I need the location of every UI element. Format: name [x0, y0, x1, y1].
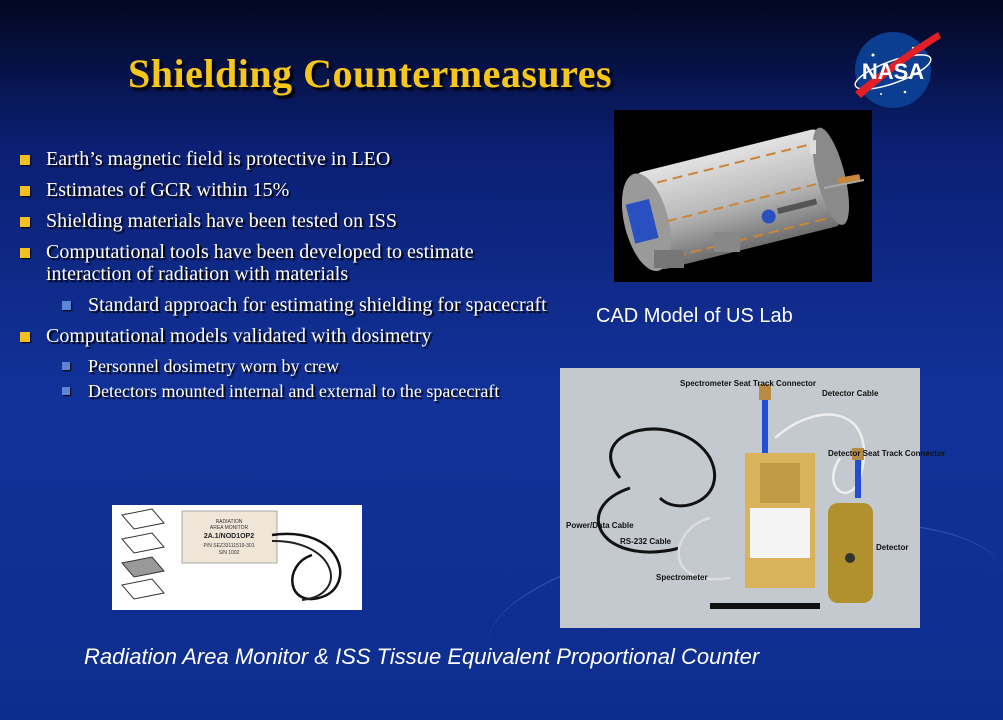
bottom-caption: Radiation Area Monitor & ISS Tissue Equivalent Proportional Counter — [84, 644, 760, 669]
svg-text:RADIATION: RADIATION — [215, 519, 243, 525]
label-detector-connector: Detector Seat Track Connector — [828, 449, 945, 458]
svg-text:NASA: NASA — [861, 59, 925, 84]
sub-bullet-item: Detectors mounted internal and external to the spacecraft — [18, 381, 558, 401]
cad-model-image — [614, 110, 872, 282]
label-detector-cable: Detector Cable — [822, 389, 879, 398]
bullet-item: Computational models validated with dosimetry — [18, 325, 558, 347]
label-spectrometer-connector: Spectrometer Seat Track Connector — [680, 379, 817, 388]
bullet-item: Shielding materials have been tested on ISS — [18, 210, 558, 232]
radiation-area-monitor-photo — [112, 505, 362, 610]
svg-text:2A.1/NOD1OP2: 2A.1/NOD1OP2 — [203, 533, 255, 540]
tepc-photo — [560, 368, 945, 628]
slide-title: Shielding Countermeasures — [128, 51, 613, 96]
svg-text:AREA MONITOR: AREA MONITOR — [209, 525, 249, 531]
svg-text:S/N 1002: S/N 1002 — [218, 550, 240, 556]
bullet-item: Earth’s magnetic field is protective in LEO — [18, 148, 558, 170]
bullet-list — [18, 148, 558, 406]
sub-bullet-item: Personnel dosimetry worn by crew — [18, 356, 558, 376]
bullet-item: Computational tools have been developed to estimate interaction of radiation with materials — [18, 241, 558, 285]
sub-bullet-item: Standard approach for estimating shielding for spacecraft — [18, 294, 558, 316]
label-detector: Detector — [876, 543, 909, 552]
label-rs232: RS-232 Cable — [620, 537, 672, 546]
cad-caption: CAD Model of US Lab — [596, 305, 793, 327]
nasa-logo-icon — [843, 20, 943, 120]
svg-text:P/N SEZ33111519-301: P/N SEZ33111519-301 — [203, 543, 255, 549]
bullet-item: Estimates of GCR within 15% — [18, 179, 558, 201]
label-power-cable: Power/Data Cable — [566, 521, 634, 530]
label-spectrometer: Spectrometer — [656, 573, 708, 582]
